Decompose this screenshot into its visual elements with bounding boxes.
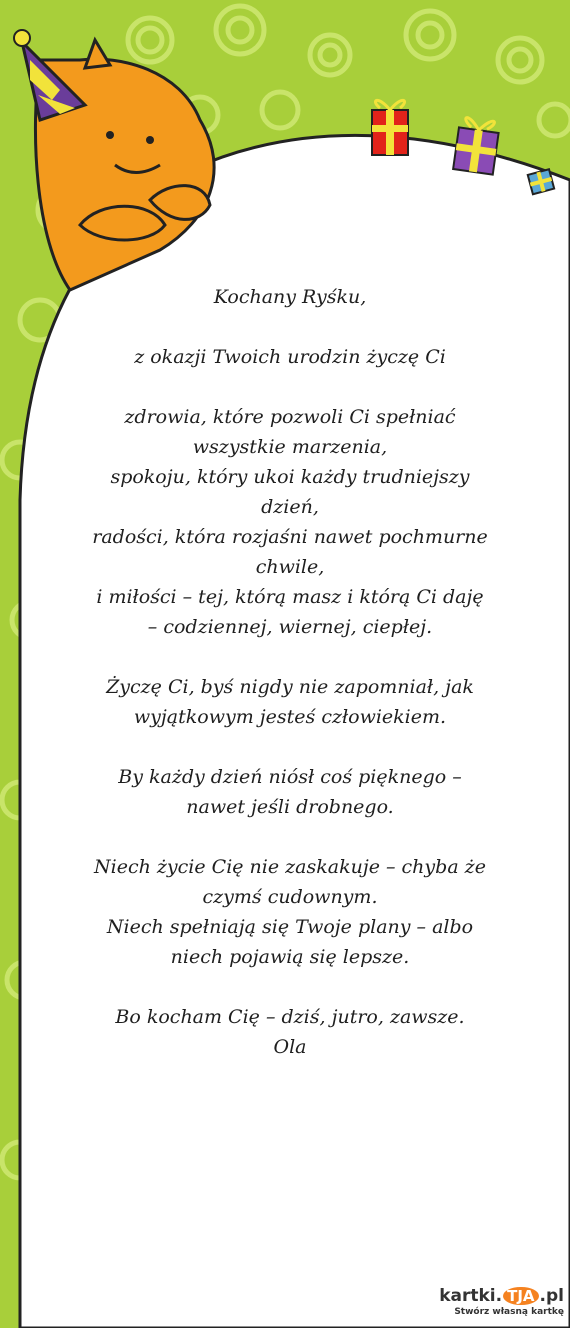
greeting-line: – codziennej, wiernej, ciepłej.: [147, 616, 433, 638]
greeting-line: niech pojawią się lepsze.: [170, 946, 410, 968]
blank-line: [60, 642, 520, 672]
greeting-line: Życzę Ci, byś nigdy nie zapomniał, jak: [106, 676, 474, 698]
greeting-line: wyjątkowym jesteś człowiekiem.: [133, 706, 447, 728]
logo-brand-suffix: .pl: [539, 1286, 564, 1306]
blank-line: [60, 972, 520, 1002]
greeting-line: By każdy dzień niósł coś pięknego –: [118, 766, 462, 788]
logo-brand-mark: TJA: [503, 1287, 538, 1305]
logo-brand: [434, 1286, 564, 1306]
greeting-line: czymś cudownym.: [202, 886, 378, 908]
site-logo[interactable]: [434, 1286, 564, 1322]
greeting-line: z okazji Twoich urodzin życzę Ci: [134, 346, 446, 368]
greeting-line: zdrowia, które pozwoli Ci spełniać: [124, 406, 456, 428]
greeting-line: Kochany Ryśku,: [213, 286, 367, 308]
logo-tagline: Stwórz własną kartkę: [454, 1307, 564, 1317]
greeting-line: chwile,: [255, 556, 325, 578]
blank-line: [60, 372, 520, 402]
greeting-line: spokoju, który ukoi każdy trudniejszy: [110, 466, 470, 488]
blank-line: [60, 822, 520, 852]
greeting-line: Niech życie Cię nie zaskakuje – chyba że: [94, 856, 486, 878]
gift-icon-blue: [528, 169, 554, 194]
greeting-line: Ola: [273, 1036, 307, 1058]
greeting-line: dzień,: [261, 496, 319, 518]
greeting-text: [60, 282, 520, 1062]
greeting-line: nawet jeśli drobnego.: [186, 796, 394, 818]
blank-line: [60, 312, 520, 342]
greeting-line: wszystkie marzenia,: [192, 436, 388, 458]
blank-line: [60, 732, 520, 762]
greeting-line: Bo kocham Cię – dziś, jutro, zawsze.: [115, 1006, 465, 1028]
greeting-line: radości, która rozjaśni nawet pochmurne: [92, 526, 488, 548]
greeting-line: i miłości – tej, którą masz i którą Ci daję: [96, 586, 484, 608]
logo-brand-prefix: kartki.: [439, 1286, 503, 1306]
greeting-line: Niech spełniają się Twoje plany – albo: [106, 916, 474, 938]
